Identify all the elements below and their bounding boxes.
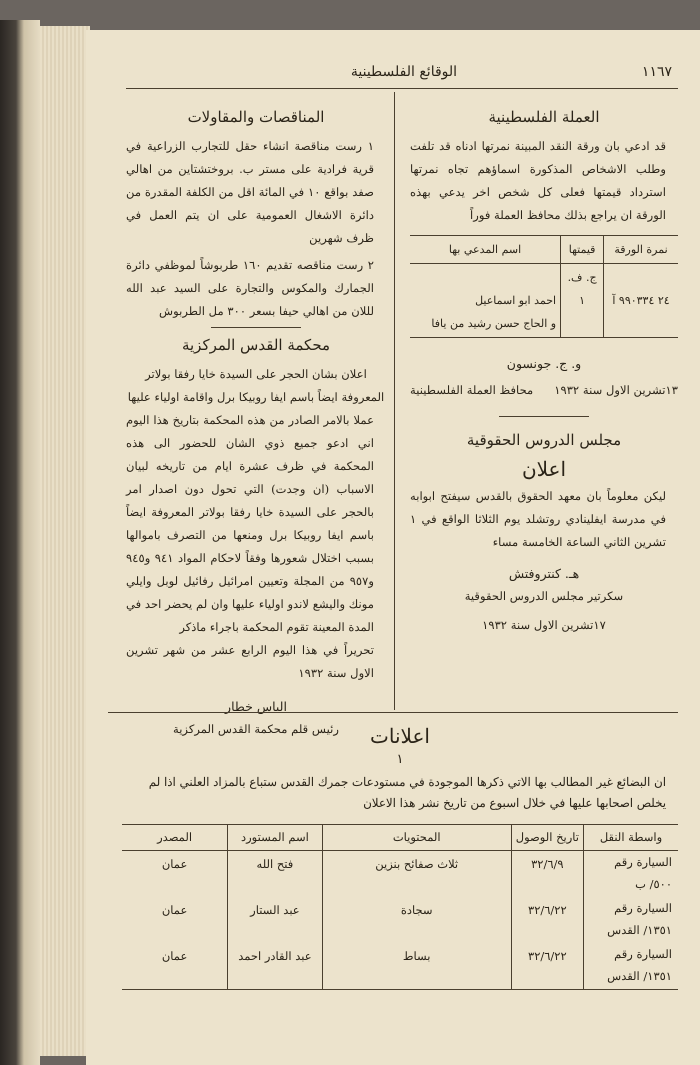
goods-table [122,824,678,989]
consignee: عبد القادر احمد [228,943,323,989]
section-rule [499,416,589,417]
vehicle: السيارة رقم ١٣٥١/ القدس [583,943,678,989]
col-note-number: نمرة الورقة [604,236,678,264]
goods-table-header [122,825,678,851]
col-value: قيمتها [561,236,604,264]
origin: عمان [161,949,188,963]
origin: عمان [161,903,188,917]
table-row [410,264,678,338]
currency-title: العملة الفلسطينية [488,108,600,126]
column-divider [394,92,395,710]
court-subject: اعلان بشان الحجر على السيدة خايا رفقا بولاتر المعروفة ايضاً باسم ايفا روبيكا برل واقامة اولياء عليها [127,367,385,404]
announcement-body: ان البضائع غير المطالب بها الاتي ذكرها الموجودة في مستودعات جمرك القدس ستباع بالمزاد العلني اذا لم يخلص اصحابها عليها في خلال اسبوع من تاريخ نشر هذا الاعلان [148,775,666,810]
page-stack-edges [40,26,90,1056]
table-row [122,851,678,898]
legal-council-signer-title: سكرتير مجلس الدروس الحقوقية [464,589,624,603]
table-bottom-rule [122,989,678,990]
announcements-title: اعلانات [370,724,430,748]
court-body: عملا بالامر الصادر من هذه المحكمة بتاريخ هذا اليوم اني ادعو جميع ذوي الشان للحضور الى هذه المحكمة في ظرف عشرة ايام من تاريخه لبيان الاسباب (ان وجدت) التي تحول دون اصدار امر بالحجر على السيدة خايا رفقا بولاتر المعروفة ايضاً باسم ايفا روبيكا برل ومنعها من التصرف باموالها بسبب اختلال شعورها وفقاً لاحكام المواد ٩٤١ و٩٤٥ و٩٥٧ من المجلة وتعيين امرائيل رفائيل لوبل وايلي مونك واليشع لاندو اولياء عليها وان لم يحضر احد في المدة المعينة تقوم المحكمة باجراء ماذكر [126,413,374,634]
book-spine [0,20,40,1065]
gazette-page [86,30,700,1065]
header-rule [126,88,678,89]
court-signature: الياس خطار [225,699,287,714]
legal-council-title: مجلس الدروس الحقوقية [466,431,622,449]
contents: بساط [322,943,511,989]
arrival-date: ٣٢/٦/٩ [511,851,583,898]
section-rule [211,327,301,328]
col-consignee: اسم المستورد [228,825,323,851]
page-header [126,64,672,80]
currency-signer-title: محافظ العملة الفلسطينية [410,383,534,397]
left-column [126,100,386,741]
note-value: ج. ف. ١ [561,264,604,338]
col-origin: المصدر [122,825,228,851]
gazette-title: الوقائع الفلسطينية [350,64,458,80]
vehicle: السيارة رقم ١٣٥١/ القدس [583,897,678,943]
contents: سجادة [322,897,511,943]
col-arrival-date: تاريخ الوصول [511,825,583,851]
legal-council-date: ١٧تشرين الاول سنة ١٩٣٢ [482,618,606,632]
currency-signature: و. ج. جونسون [506,356,582,371]
arrival-date: ٣٢/٦/٢٢ [511,943,583,989]
col-claimant: اسم المدعي بها [448,243,522,256]
vehicle: السيارة رقم ٥٠٠/ ب [583,851,678,898]
currency-body: قد ادعي بان ورقة النقد المبينة نمرتها ادناه قد تلفت وطلب الاشخاص المذكورة اسماؤهم تجاه نمرتها استرداد قيمتها فعلى كل شخص اخر يدعي بهذه الورقة ان يراجع بذلك محافظ العملة فوراً [410,139,666,222]
consignee: فتح الله [228,851,323,898]
arrival-date: ٣٢/٦/٢٢ [511,897,583,943]
court-title: محكمة القدس المركزية [181,336,331,354]
currency-dateline [410,379,678,402]
tender-item: ١ رست مناقصة انشاء حقل للتجارب الزراعية في قرية فرادية على مستر ب. بروختشتاين من اهالي صفد بواقع ١٠ في المائة اقل من الكلفة المقدرة من دائرة الاشغال العمومية على ان يتم العمل في ظرف شهرين [126,139,374,245]
announcements-section [122,720,678,990]
page-number: ١١٦٧ [641,64,672,80]
tenders-title: المناقصات والمقاولات [187,108,325,126]
currency-date: ١٣تشرين الاول سنة ١٩٣٢ [554,383,678,397]
consignee: عبد الستار [228,897,323,943]
currency-table-header [410,236,678,264]
currency-table [410,235,678,338]
contents: ثلاث صفائح بنزين [322,851,511,898]
col-vehicle: واسطة النقل [583,825,678,851]
table-row [122,943,678,989]
claimants: احمد ابو اسماعيل و الحاج حسن رشيد من يافا [431,294,557,330]
section-rule-full [108,712,678,713]
legal-council-heading: اعلان [521,457,567,481]
col-contents: المحتويات [322,825,511,851]
right-column [410,100,678,637]
note-number: ٢٤ ٩٩٠٣٣٤ آ [604,264,678,338]
announcement-number: ١ [396,752,404,767]
legal-council-body: ليكن معلوماً بان معهد الحقوق بالقدس سيفتح ابوابه في مدرسة ايفلينادي روتشلد يوم الثلاثا الواقع في ١ تشرين الثاني الساعة الخامسة مساء [410,489,666,549]
legal-council-signature: هـ. كنتروفتش [508,566,580,581]
court-signer-title: رئيس قلم محكمة القدس المركزية [172,722,340,736]
tender-item: ٢ رست مناقصه تقديم ١٦٠ طربوشاً لموظفي دائرة الجمارك والمكوس والتجارة على السيد عبد الله لللان من اهالي حيفا بسعر ٣٠٠ مل الطربوش [126,258,374,318]
table-row [122,897,678,943]
court-date: تحريراً في هذا اليوم الرابع عشر من شهر تشرين الاول سنة ١٩٣٢ [126,643,374,680]
origin: عمان [161,857,188,871]
